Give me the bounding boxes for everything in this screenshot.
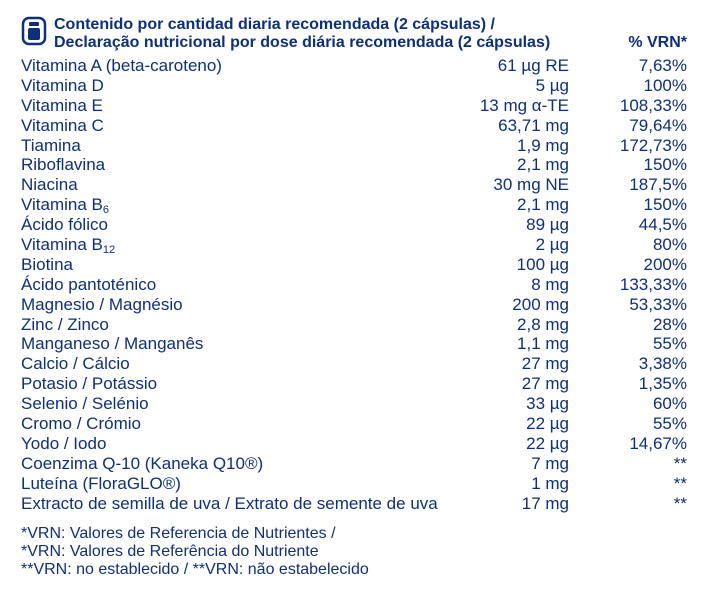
nutrient-amount: 7 mg [531, 453, 569, 473]
nutrient-vrn: 1,35% [638, 374, 687, 394]
table-row [21, 255, 689, 275]
nutrient-amount: 33 µg [526, 394, 569, 414]
nutrient-amount: 63,71 mg [498, 115, 569, 135]
nutrient-name [21, 235, 115, 255]
nutrient-amount: 1,1 mg [517, 334, 569, 354]
nutrient-name [21, 215, 108, 235]
nutrient-name [21, 195, 109, 215]
table-row [21, 136, 689, 156]
nutrient-amount: 2,8 mg [517, 314, 569, 334]
table-row [21, 96, 689, 116]
nutrient-name-text: Yodo / Iodo [21, 433, 107, 453]
nutrient-vrn: 60% [652, 394, 687, 414]
table-row [21, 275, 689, 295]
nutrient-amount: 100 µg [516, 254, 569, 274]
table-row [21, 474, 689, 494]
table-row [21, 56, 689, 76]
nutrient-name [21, 394, 149, 414]
nutrient-name-text: Cromo / Crómio [21, 414, 141, 434]
nutrient-vrn: 172,73% [619, 135, 687, 155]
nutrient-name [21, 275, 156, 295]
nutrient-name [21, 474, 181, 494]
table-row [21, 414, 689, 434]
footnotes [21, 525, 689, 579]
nutrient-vrn: 44,5% [638, 215, 687, 235]
capsule-jar-icon [21, 16, 47, 46]
table-row [21, 155, 689, 175]
nutrient-amount: 2 µg [535, 235, 569, 255]
nutrient-vrn: 55% [652, 414, 687, 434]
table-header [21, 14, 689, 54]
table-row [21, 374, 689, 394]
nutrient-vrn: 150% [643, 195, 687, 215]
nutrient-name-text: Tiamina [21, 135, 81, 155]
nutrition-table [21, 14, 689, 579]
nutrient-name-text: Vitamina B [21, 235, 103, 255]
nutrient-name-text: Niacina [21, 175, 78, 195]
nutrient-name [21, 96, 103, 116]
nutrient-name-text: Vitamina C [21, 115, 104, 135]
nutrient-name-text: Biotina [21, 254, 73, 274]
nutrient-name [21, 494, 438, 514]
nutrient-name [21, 414, 141, 434]
table-row [21, 175, 689, 195]
nutrient-name [21, 374, 157, 394]
nutrient-vrn: 187,5% [629, 175, 687, 195]
nutrient-vrn: ** [673, 493, 687, 513]
nutrient-subscript: 12 [102, 244, 116, 257]
nutrient-name-text: Potasio / Potássio [21, 374, 158, 394]
nutrient-name-text: Calcio / Cálcio [21, 354, 130, 374]
nutrient-vrn: 53,33% [629, 294, 687, 314]
nutrient-amount: 22 µg [526, 414, 569, 434]
nutrient-vrn: 28% [652, 314, 687, 334]
nutrient-name-text: Manganeso / Manganês [21, 334, 204, 354]
nutrient-amount: 22 µg [526, 433, 569, 453]
nutrient-amount: 61 µg RE [497, 56, 569, 75]
footnote: **VRN: no establecido / **VRN: não estabelecido [21, 561, 369, 579]
nutrient-name-text: Zinc / Zinco [21, 314, 109, 334]
table-row [21, 195, 689, 215]
footnote: *VRN: Valores de Referência do Nutriente [21, 543, 319, 561]
nutrient-amount: 30 mg NE [493, 175, 569, 195]
nutrient-amount: 17 mg [521, 493, 569, 513]
nutrient-name [21, 454, 263, 474]
nutrient-name [21, 116, 104, 136]
nutrient-amount: 1,9 mg [517, 135, 569, 155]
nutrient-amount: 89 µg [526, 215, 569, 235]
nutrient-amount: 200 mg [512, 294, 569, 314]
table-row [21, 235, 689, 255]
vrn-column-header: % VRN* [628, 34, 687, 51]
nutrient-vrn: 133,33% [619, 274, 687, 294]
nutrient-amount: 2,1 mg [517, 155, 569, 175]
header-line-1: Contenido por cantidad diaria recomendada (2 cápsulas) / [54, 16, 495, 33]
nutrient-name [21, 334, 203, 354]
nutrient-name-text: Luteína (FloraGLO®) [21, 473, 181, 493]
nutrient-vrn: 100% [643, 75, 687, 95]
nutrient-name-text: Vitamina E [21, 95, 103, 115]
table-row [21, 494, 689, 514]
nutrient-name-text: Extracto de semilla de uva / Extrato de semente de uva [21, 493, 438, 513]
nutrient-vrn: 200% [643, 254, 687, 274]
nutrient-vrn: 3,38% [638, 354, 687, 374]
nutrient-name-text: Magnesio / Magnésio [21, 294, 183, 314]
nutrient-amount: 13 mg α-TE [479, 95, 569, 115]
nutrient-vrn: 150% [643, 155, 687, 175]
nutrient-name [21, 136, 81, 156]
table-row [21, 394, 689, 414]
footnote: *VRN: Valores de Referencia de Nutrientes / [21, 525, 336, 543]
table-row [21, 295, 689, 315]
nutrient-vrn: ** [673, 453, 687, 473]
nutrient-name [21, 315, 109, 335]
nutrient-name [21, 434, 106, 454]
nutrient-name-text: Vitamina B [21, 195, 103, 215]
nutrient-name-text: Vitamina A (beta-caroteno) [21, 56, 222, 75]
nutrient-amount: 27 mg [521, 354, 569, 374]
nutrient-vrn: 80% [652, 235, 687, 255]
nutrient-name-text: Riboflavina [21, 155, 106, 175]
table-row [21, 334, 689, 354]
nutrient-vrn: 55% [652, 334, 687, 354]
table-row [21, 454, 689, 474]
nutrient-name [21, 255, 73, 275]
table-row [21, 215, 689, 235]
nutrient-vrn: 7,63% [638, 56, 687, 75]
nutrient-name-text: Ácido pantoténico [21, 274, 157, 294]
nutrient-subscript: 6 [102, 204, 110, 217]
nutrient-name-text: Coenzima Q-10 (Kaneka Q10®) [21, 453, 264, 473]
nutrient-amount: 8 mg [531, 274, 569, 294]
nutrient-name [21, 56, 222, 76]
nutrient-amount: 2,1 mg [517, 195, 569, 215]
table-row [21, 354, 689, 374]
nutrient-vrn: 79,64% [629, 115, 687, 135]
nutrient-vrn: ** [673, 473, 687, 493]
table-row [21, 434, 689, 454]
table-row [21, 76, 689, 96]
header-line-2: Declaração nutricional por dose diária recomendada (2 cápsulas) [54, 34, 551, 51]
nutrient-vrn: 14,67% [629, 433, 687, 453]
nutrient-name-text: Selenio / Selénio [21, 394, 149, 414]
nutrient-name [21, 76, 104, 96]
nutrient-amount: 27 mg [521, 374, 569, 394]
nutrient-vrn: 108,33% [619, 95, 687, 115]
nutrient-name [21, 354, 130, 374]
nutrient-name [21, 155, 105, 175]
nutrient-name-text: Ácido fólico [21, 215, 108, 235]
nutrient-name [21, 295, 183, 315]
nutrient-amount: 1 mg [531, 473, 569, 493]
table-row [21, 315, 689, 335]
nutrient-rows [21, 56, 689, 513]
nutrient-amount: 5 µg [535, 75, 569, 95]
table-row [21, 116, 689, 136]
nutrient-name [21, 175, 78, 195]
nutrient-name-text: Vitamina D [21, 75, 104, 95]
